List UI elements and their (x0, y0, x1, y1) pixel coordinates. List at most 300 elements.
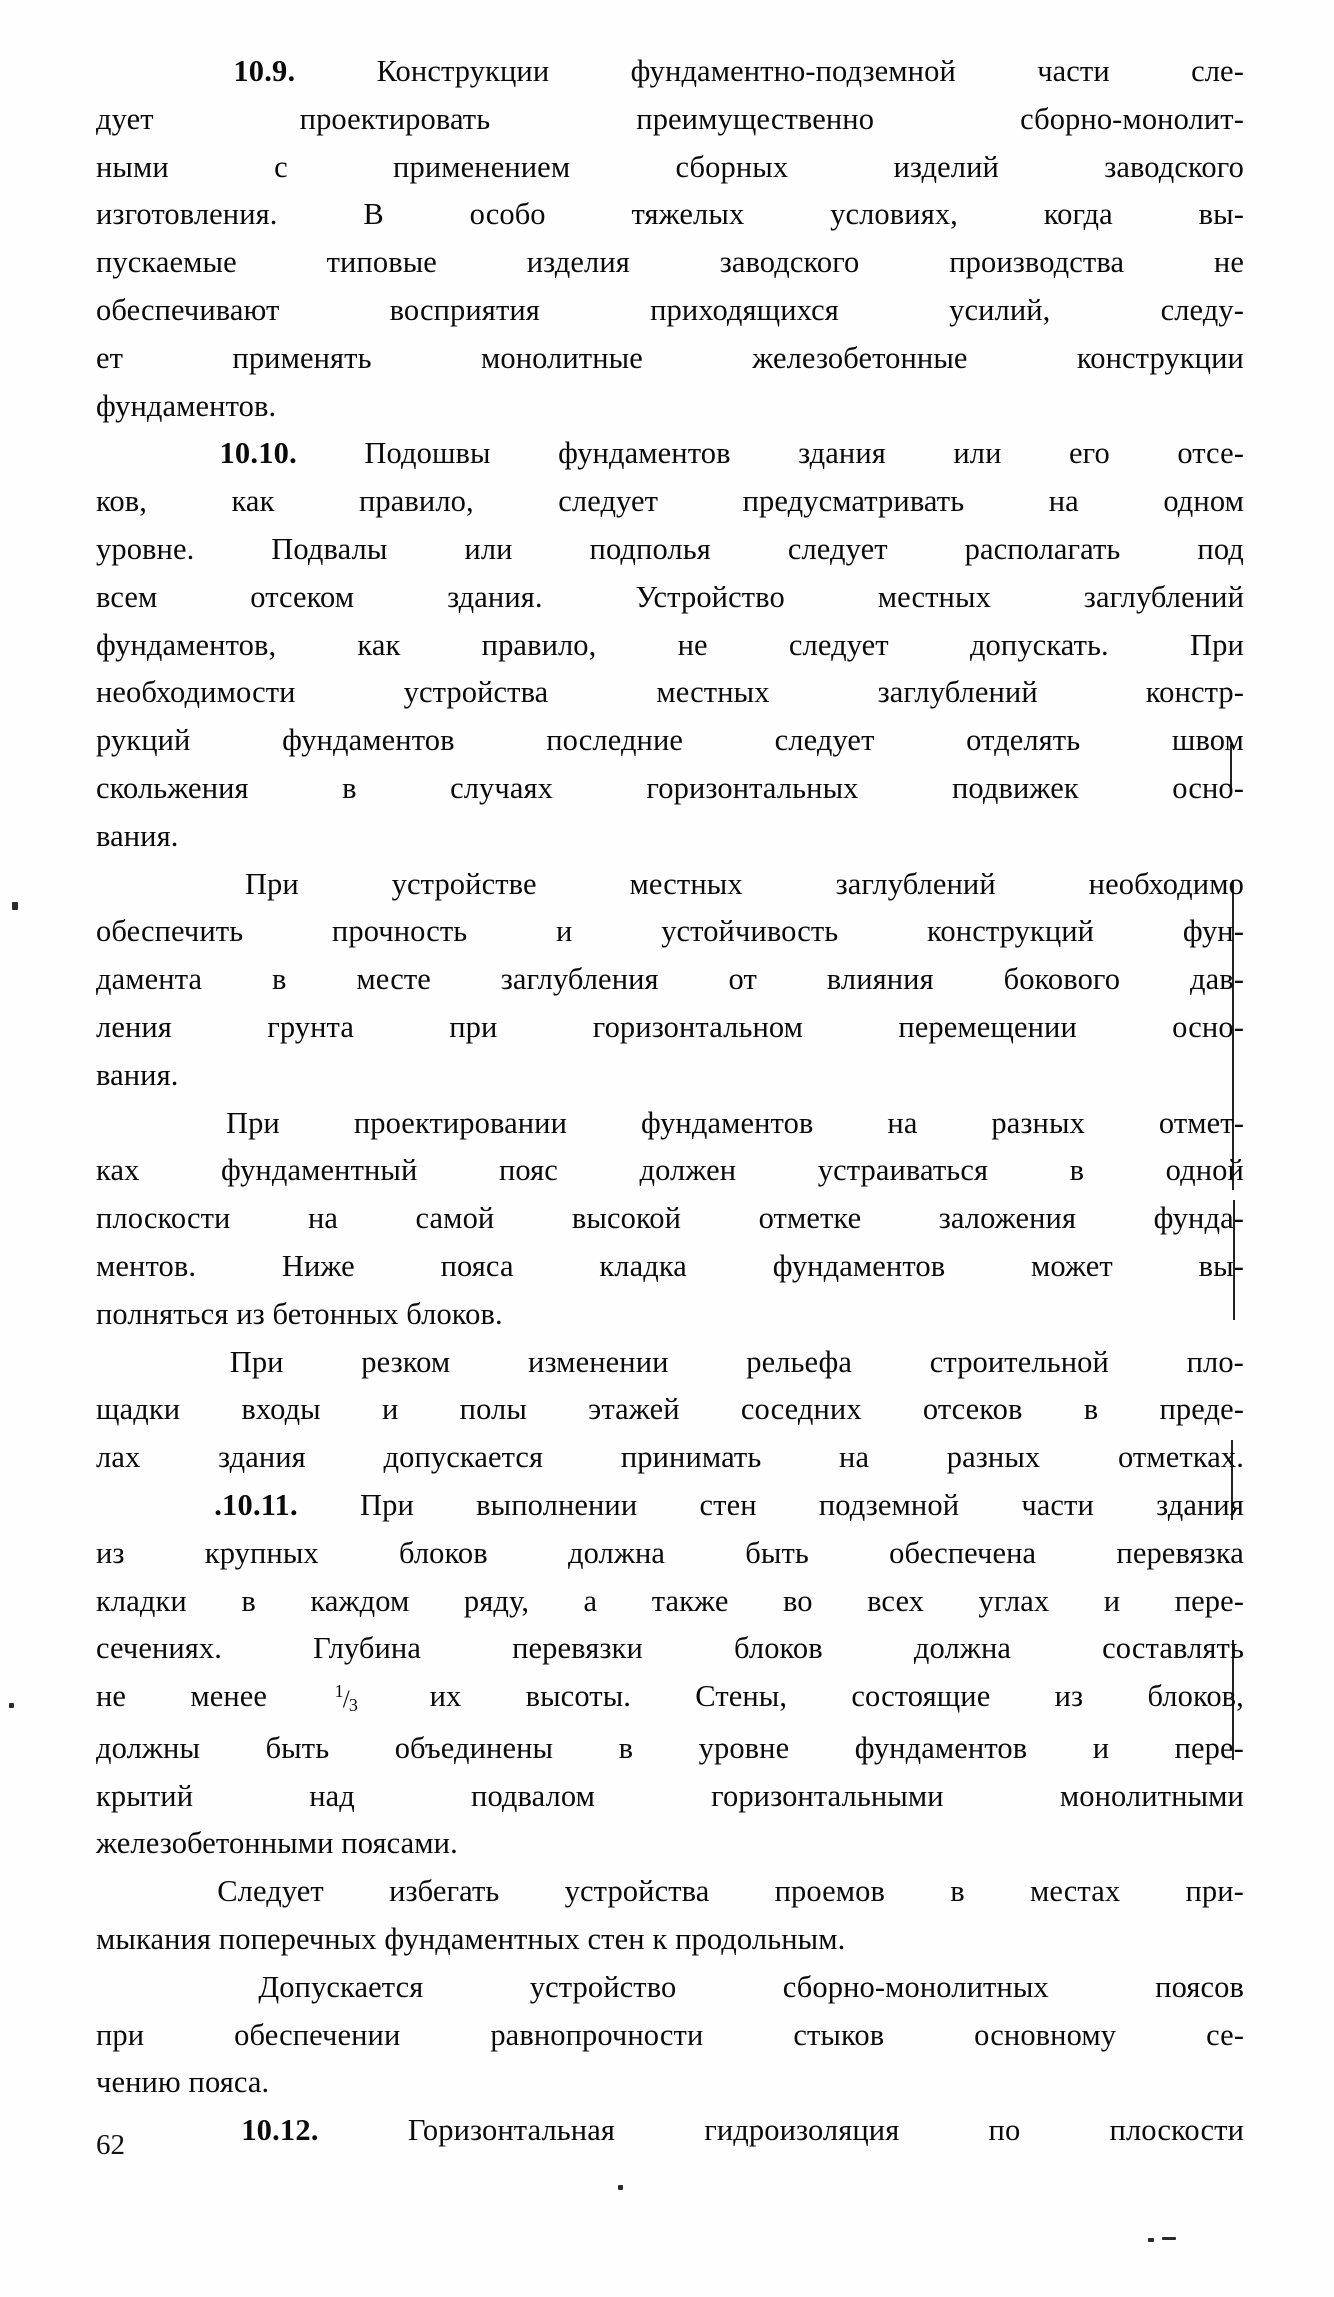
word: должны (96, 1730, 201, 1765)
text-line (96, 765, 1244, 813)
word: поясов (1155, 1969, 1244, 2004)
word: из (96, 1535, 125, 1570)
word: пускаемые (96, 245, 237, 280)
word: месте (356, 962, 431, 997)
word: Конструкции (376, 54, 550, 88)
first-line-indent (96, 1339, 152, 1387)
word: каждом (310, 1583, 410, 1618)
word: влияния (826, 962, 934, 997)
word: Следует (217, 1874, 324, 1909)
text-line (96, 1482, 1244, 1530)
word: одном (1163, 484, 1244, 519)
word: заводского (719, 245, 860, 280)
fraction-numerator: 1 (334, 1681, 344, 1702)
text-line (96, 1725, 1244, 1773)
word: здания (798, 436, 886, 471)
text-line (96, 1530, 1244, 1578)
paragraph-local-deepening (96, 861, 1244, 1100)
word: подполья (589, 531, 711, 566)
word: избегать (389, 1874, 500, 1909)
word: блоков (399, 1535, 488, 1570)
word: се- (1206, 2017, 1244, 2052)
word: дамента (96, 962, 203, 997)
word: сле‑ (1191, 54, 1244, 88)
word: в (618, 1730, 634, 1765)
word: состоящие (851, 1679, 991, 1714)
word: При (225, 1105, 280, 1140)
word: поясами. (341, 1826, 458, 1861)
word: этажей (588, 1392, 680, 1427)
word: и (382, 1392, 399, 1427)
paragraph-10-11 (96, 1482, 1244, 1868)
word: железобетонными (96, 1826, 334, 1861)
word: мыкания (96, 1922, 212, 1957)
word: обеспечена (889, 1535, 1037, 1570)
text-line (96, 383, 1244, 431)
word: кладка (599, 1248, 687, 1283)
word: щадки (96, 1392, 181, 1427)
word: отделять (966, 723, 1081, 758)
first-line-indent (96, 1482, 152, 1530)
word: плоскости (1109, 2113, 1244, 2148)
word: монолитные (480, 340, 643, 375)
word: пояса. (188, 2065, 270, 2100)
word: перемещении (898, 1009, 1077, 1044)
word: ков, (96, 484, 147, 519)
word: блоков (734, 1631, 823, 1666)
word: как (231, 484, 275, 519)
word: фундаментов (282, 723, 455, 758)
scan-speck-bottom-1 (618, 2185, 623, 2190)
word: к (652, 1922, 668, 1957)
word: приходящихся (650, 292, 839, 327)
word: всем (96, 579, 158, 614)
word: быть (745, 1535, 809, 1570)
word: части (1037, 54, 1110, 88)
paragraph-10-12 (96, 2107, 1244, 2155)
word: не (96, 1679, 127, 1714)
word: стен (699, 1487, 757, 1522)
text-line (96, 48, 1244, 96)
word: проемов (774, 1874, 886, 1909)
word: обеспечивают (96, 292, 280, 327)
word: в (342, 770, 357, 805)
section-number-10-10: 10.10. (219, 436, 297, 471)
word: фун- (1182, 914, 1244, 949)
word: При (229, 1344, 284, 1379)
word: отсеком (250, 579, 355, 614)
text-line (96, 191, 1244, 239)
word: или (953, 436, 1002, 471)
word: полняться (96, 1296, 229, 1331)
paragraph-relief-change (96, 1339, 1244, 1482)
first-line-indent (96, 1100, 152, 1148)
text-line (96, 2012, 1244, 2060)
word: ет (96, 340, 124, 375)
word: основному (974, 2017, 1117, 2052)
word: горизонтальных (646, 770, 859, 805)
word: заводского (1104, 149, 1244, 184)
word: здания (217, 1440, 306, 1475)
word: заглублений (835, 866, 996, 901)
paragraph-design-levels (96, 1100, 1244, 1339)
text-line (96, 1868, 1244, 1916)
word: принимать (620, 1440, 762, 1475)
word: равнопрочности (490, 2017, 704, 2052)
word: Ниже (281, 1248, 355, 1283)
text-line (96, 430, 1244, 478)
word: быть (265, 1730, 330, 1765)
word: резком (361, 1344, 451, 1379)
word: заглублений (1083, 579, 1244, 614)
word: правило, (481, 627, 597, 662)
word: лах (96, 1440, 141, 1475)
text-line (96, 1773, 1244, 1821)
word: вы- (1198, 1248, 1244, 1283)
word: При (244, 866, 299, 901)
text-line (96, 1964, 1244, 2012)
word: следует (774, 723, 875, 758)
word: ряду, (463, 1583, 530, 1618)
word: на (307, 1201, 339, 1236)
word: поперечных (218, 1922, 377, 1957)
word: может (1031, 1248, 1113, 1283)
word: При (1190, 627, 1244, 662)
word: и (556, 914, 573, 949)
word: перевязки (512, 1631, 643, 1666)
text-line (96, 2107, 1244, 2155)
word: отсе‑ (1177, 436, 1244, 471)
text-line (96, 1100, 1244, 1148)
word: фундаментов (854, 1730, 1028, 1765)
word: или (464, 531, 513, 566)
word: изменении (528, 1344, 669, 1379)
word: уровне (698, 1730, 790, 1765)
word: следует (787, 531, 888, 566)
word: сборных (675, 149, 789, 184)
word: предусматривать (742, 484, 965, 519)
word: дав- (1189, 962, 1244, 997)
word: по (988, 2113, 1021, 2148)
word: обеспечении (234, 2017, 401, 2052)
word: допускается (383, 1440, 544, 1475)
word: кладки (96, 1583, 187, 1618)
scan-speck-bottom-2 (1148, 2238, 1154, 2242)
word: подвижек (952, 770, 1079, 805)
word: преимущественно (636, 101, 875, 136)
word: плоскости (96, 1201, 231, 1236)
word: конструкции (1076, 340, 1244, 375)
word: ках (96, 1153, 140, 1188)
word: ментов. (96, 1248, 197, 1283)
scan-speck-bottom-3 (1162, 2237, 1176, 2240)
word: устройства (564, 1874, 710, 1909)
word: продольным. (675, 1922, 846, 1957)
word: и (1092, 1730, 1110, 1765)
word: изготовления. (96, 197, 278, 232)
word: сечениях. (96, 1631, 223, 1666)
word: как (357, 627, 401, 662)
scan-speck-left-2 (9, 1703, 14, 1708)
word: особо (469, 197, 546, 232)
word: устройство (529, 1969, 677, 2004)
word: ными (96, 149, 169, 184)
word: отметках. (1117, 1440, 1244, 1475)
word: заложения (938, 1201, 1077, 1236)
word: при- (1185, 1874, 1244, 1909)
word: фундаментный (220, 1153, 418, 1188)
word: устройстве (391, 866, 537, 901)
word: располагать (964, 531, 1121, 566)
word: на (839, 1440, 870, 1475)
word: типовые (326, 245, 437, 280)
text-line (96, 1386, 1244, 1434)
word: фундаментно-подземной (630, 54, 956, 88)
word: высоты. (525, 1679, 632, 1714)
word: крытий (96, 1778, 194, 1813)
word: прочность (331, 914, 468, 949)
word: когда (1043, 197, 1113, 232)
text-line (96, 1052, 1244, 1100)
text-line (96, 144, 1244, 192)
word: рукций (96, 723, 191, 758)
word: высокой (571, 1201, 682, 1236)
word: тяжелых (631, 197, 745, 232)
word: следует (788, 627, 889, 662)
word: обеспечить (96, 914, 244, 949)
word: над (309, 1778, 355, 1813)
word: здания (1156, 1487, 1244, 1522)
word: фундаментов (640, 1105, 814, 1140)
text-line (96, 1291, 1244, 1339)
word: должен (639, 1153, 737, 1188)
word: восприятия (389, 292, 540, 327)
word: местах (1030, 1874, 1121, 1909)
word: изделия (526, 245, 630, 280)
word: осно- (1172, 1009, 1244, 1044)
fraction-solidus: / (342, 1686, 350, 1714)
word: пере- (1174, 1730, 1244, 1765)
word: допускать. (969, 627, 1109, 662)
word: устраиваться (817, 1153, 989, 1188)
text-line (96, 1820, 1244, 1868)
word: под (1197, 531, 1244, 566)
word: Устройство (635, 579, 785, 614)
word: швом (1171, 723, 1244, 758)
word: одной (1165, 1153, 1244, 1188)
word: усилий, (949, 292, 1051, 327)
word: стен (587, 1922, 645, 1957)
word: монолитными (1059, 1778, 1244, 1813)
word: применением (393, 149, 571, 184)
word: фундаментов, (96, 627, 277, 662)
word: бетонных (272, 1296, 399, 1331)
word: заглубления (500, 962, 659, 997)
word: в (1083, 1392, 1099, 1427)
word: стыков (793, 2017, 885, 2052)
word: осно- (1172, 770, 1244, 805)
word: Стены, (695, 1679, 788, 1714)
word: сборно-монолит- (1020, 101, 1244, 136)
word: должна (913, 1631, 1012, 1666)
word: отметке (758, 1201, 862, 1236)
text-line (96, 622, 1244, 670)
word: составлять (1102, 1631, 1244, 1666)
word: части (1021, 1487, 1094, 1522)
word: случаях (450, 770, 553, 805)
word: уровне. (96, 531, 195, 566)
text-line (96, 1434, 1244, 1482)
text-line (96, 669, 1244, 717)
text-line (96, 478, 1244, 526)
word: местных (656, 675, 770, 710)
word: Подвалы (271, 531, 388, 566)
text-line (96, 1578, 1244, 1626)
word: в (272, 962, 287, 997)
text-line (96, 335, 1244, 383)
word: следует (558, 484, 659, 519)
word: при (449, 1009, 498, 1044)
word: устойчивость (661, 914, 839, 949)
first-line-indent (96, 861, 152, 909)
word: проектировать (299, 101, 491, 136)
word: полы (459, 1392, 527, 1427)
fraction-one-third (331, 1673, 365, 1725)
first-line-indent (96, 430, 152, 478)
word: местных (877, 579, 991, 614)
word: фунда- (1153, 1201, 1244, 1236)
word: а (583, 1583, 598, 1618)
word: их (429, 1679, 462, 1714)
first-line-indent (96, 48, 152, 96)
word: блоков, (1147, 1679, 1244, 1714)
word: железобетонные (752, 340, 968, 375)
text-line (96, 1147, 1244, 1195)
word: В (363, 197, 384, 232)
word: устройства (403, 675, 549, 710)
word: констр- (1145, 675, 1244, 710)
word: заглублений (877, 675, 1038, 710)
word: не (1213, 245, 1244, 280)
word: сборно-монолитных (782, 1969, 1049, 2004)
word: пояс (498, 1153, 558, 1188)
word: отсеков (922, 1392, 1023, 1427)
word: пере- (1174, 1583, 1244, 1618)
text-line (96, 908, 1244, 956)
word: вания. (96, 818, 179, 853)
word: грунта (267, 1009, 354, 1044)
word: в (1069, 1153, 1085, 1188)
word: крупных (204, 1535, 319, 1570)
text-line (96, 287, 1244, 335)
text-line (96, 526, 1244, 574)
text-line (96, 861, 1244, 909)
word: Допускается (258, 1969, 424, 2004)
text-line (96, 1916, 1244, 1964)
word: фундаментов (772, 1248, 946, 1283)
text-line (96, 1004, 1244, 1052)
word: конструкций (927, 914, 1095, 949)
word: последние (546, 723, 684, 758)
section-number-10-11: .10.11. (214, 1487, 298, 1522)
word: должна (567, 1535, 666, 1570)
paragraph-avoid-openings (96, 1868, 1244, 1964)
word: фундаментов. (96, 388, 277, 423)
word: подземной (818, 1487, 960, 1522)
word: При (360, 1487, 414, 1522)
word: Глубина (313, 1631, 421, 1666)
word: в (950, 1874, 965, 1909)
text-line (96, 1625, 1244, 1673)
paragraph-10-10 (96, 430, 1244, 860)
word: вы- (1198, 197, 1244, 232)
section-number-10-12: 10.12. (241, 2113, 319, 2148)
section-number-10-9: 10.9. (233, 54, 296, 88)
word: строительной (929, 1344, 1109, 1379)
word: отмет- (1158, 1105, 1244, 1140)
word: и (1103, 1583, 1121, 1618)
word: дует (96, 101, 154, 136)
word: при (96, 2017, 145, 2052)
word: на (1048, 484, 1079, 519)
word: из (1054, 1679, 1084, 1714)
word: в (241, 1583, 256, 1618)
word: скольжения (96, 770, 249, 805)
word: здания. (447, 579, 543, 614)
text-line (96, 1339, 1244, 1387)
word: рельефа (746, 1344, 853, 1379)
word: от (728, 962, 757, 997)
word: всех (867, 1583, 925, 1618)
word: разных (991, 1105, 1085, 1140)
word: фундаментов (558, 436, 731, 471)
word: подвалом (471, 1778, 596, 1813)
word: соседних (740, 1392, 862, 1427)
text-line (96, 96, 1244, 144)
text-line (96, 717, 1244, 765)
fraction-denominator: 3 (348, 1695, 358, 1716)
text-line (96, 1195, 1244, 1243)
text-line (96, 239, 1244, 287)
word: Горизонтальная (407, 2113, 616, 2148)
paragraph-allowed-belts (96, 1964, 1244, 2107)
word: с (274, 149, 288, 184)
word: также (651, 1583, 729, 1618)
first-line-indent (96, 1964, 152, 2012)
word: блоков. (406, 1296, 503, 1331)
word: пояса (440, 1248, 514, 1283)
word: гидроизоляция (704, 2113, 900, 2148)
word: фундаментных (384, 1922, 580, 1957)
text-line (96, 956, 1244, 1004)
word: перевязка (1116, 1535, 1244, 1570)
word: производства (949, 245, 1125, 280)
word: необходимости (96, 675, 296, 710)
word: на (887, 1105, 918, 1140)
text-line (96, 1673, 1244, 1725)
word: преде- (1159, 1392, 1244, 1427)
word: бокового (1003, 962, 1121, 997)
word: самой (415, 1201, 495, 1236)
word: входы (241, 1392, 321, 1427)
word: необходимо (1088, 866, 1244, 901)
word: горизонтальными (711, 1778, 944, 1813)
word: ления (96, 1009, 172, 1044)
word: применять (232, 340, 372, 375)
word: следу- (1160, 292, 1244, 327)
text-line (96, 574, 1244, 622)
word: из (236, 1296, 265, 1331)
